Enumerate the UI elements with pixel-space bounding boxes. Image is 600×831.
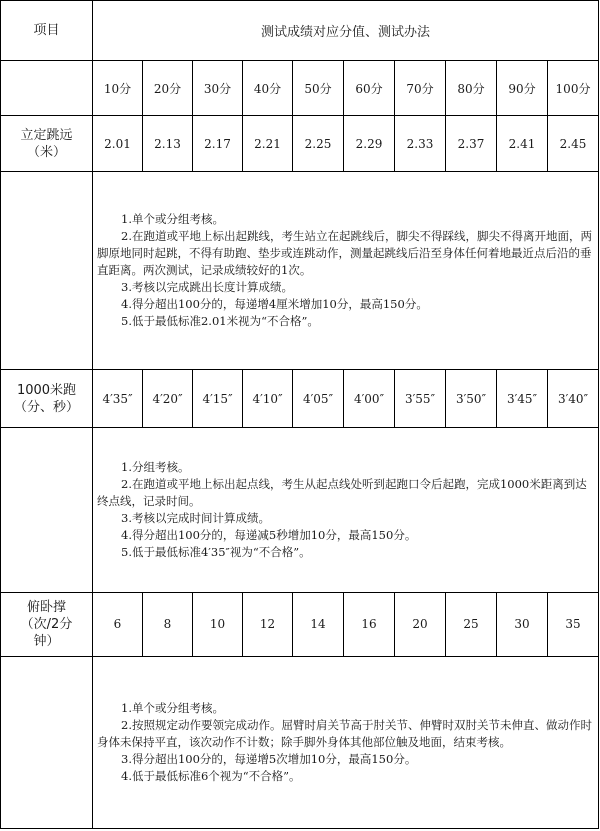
score-header-row bbox=[1, 61, 599, 116]
score-header: 100分 bbox=[548, 61, 599, 116]
long-jump-rules bbox=[93, 172, 599, 370]
table-cell: 2.33 bbox=[395, 116, 446, 172]
table-cell: 2.17 bbox=[193, 116, 243, 172]
score-header: 20分 bbox=[143, 61, 193, 116]
table-cell: 35 bbox=[548, 592, 599, 656]
table-cell: 6 bbox=[93, 592, 143, 656]
rule-line: 5.低于最低标准2.01米视为“不合格”。 bbox=[121, 314, 319, 329]
label-line: 钟） bbox=[33, 633, 60, 649]
label-line: 1000米跑 bbox=[16, 382, 77, 398]
score-header: 30分 bbox=[193, 61, 243, 116]
table-cell: 12 bbox=[243, 592, 293, 656]
rule-line: 2.在跑道或平地上标出起跳线，考生站立在起跳线后，脚尖不得踩线，脚尖不得离开地面，两脚原地同时起跳，不得有助跑、垫步或连跳动作，测量起跳线后沿至身体任何着地最近点后沿的垂直距离。两次测试，记录成绩较好的1次。 bbox=[97, 229, 592, 278]
run-1000-rules-row bbox=[1, 428, 599, 592]
table-cell: 4′35″ bbox=[93, 370, 143, 428]
score-header: 90分 bbox=[497, 61, 548, 116]
table-cell: 2.13 bbox=[143, 116, 193, 172]
label-line: 俯卧撑 bbox=[26, 599, 66, 615]
score-header: 40分 bbox=[243, 61, 293, 116]
rule-line: 1.单个或分组考核。 bbox=[121, 700, 224, 715]
table-cell: 2.45 bbox=[548, 116, 599, 172]
table-cell: 10 bbox=[193, 592, 243, 656]
rule-line: 4.得分超出100分的，每递增4厘米增加10分，最高150分。 bbox=[121, 297, 428, 312]
table-cell: 25 bbox=[446, 592, 497, 656]
rule-line: 4.低于最低标准6个视为“不合格”。 bbox=[121, 768, 301, 783]
table-cell: 30 bbox=[497, 592, 548, 656]
pushup-rules-row bbox=[1, 656, 599, 828]
pushup-label bbox=[1, 592, 93, 656]
rule-line: 5.低于最低标准4′35″视为“不合格”。 bbox=[121, 545, 311, 560]
score-header-blank bbox=[1, 61, 93, 116]
table-cell: 2.29 bbox=[344, 116, 395, 172]
table-cell: 2.21 bbox=[243, 116, 293, 172]
table-cell: 2.01 bbox=[93, 116, 143, 172]
rules-blank bbox=[1, 172, 93, 370]
label-line: （分、秒） bbox=[13, 399, 79, 415]
run-1000-row bbox=[1, 370, 599, 428]
rule-line: 4.得分超出100分的，每递减5秒增加10分，最高150分。 bbox=[121, 528, 417, 543]
table-cell: 3′45″ bbox=[497, 370, 548, 428]
score-header: 80分 bbox=[446, 61, 497, 116]
score-header: 60分 bbox=[344, 61, 395, 116]
rule-line: 2.按照规定动作要领完成动作。屈臂时肩关节高于肘关节、伸臂时双肘关节未伸直、做动作时身体未保持平直，该次动作不计数；除手脚外身体其他部位触及地面，结束考核。 bbox=[97, 717, 592, 749]
header-row bbox=[1, 1, 599, 61]
pushup-rules bbox=[93, 656, 599, 828]
rules-blank bbox=[1, 656, 93, 828]
table-cell: 4′15″ bbox=[193, 370, 243, 428]
score-header: 10分 bbox=[93, 61, 143, 116]
table-cell: 4′10″ bbox=[243, 370, 293, 428]
table-cell: 3′50″ bbox=[446, 370, 497, 428]
item-header: 项目 bbox=[1, 1, 93, 61]
long-jump-label bbox=[1, 116, 93, 172]
rule-line: 1.单个或分组考核。 bbox=[121, 212, 224, 227]
rule-line: 3.考核以完成时间计算成绩。 bbox=[121, 511, 270, 526]
table-cell: 3′55″ bbox=[395, 370, 446, 428]
run-1000-rules bbox=[93, 428, 599, 592]
table-cell: 4′00″ bbox=[344, 370, 395, 428]
label-line: （次/2分 bbox=[20, 616, 73, 632]
rule-line: 1.分组考核。 bbox=[121, 460, 190, 475]
label-line: （米） bbox=[26, 144, 66, 160]
table-cell: 14 bbox=[293, 592, 344, 656]
table-cell: 2.25 bbox=[293, 116, 344, 172]
table-cell: 4′20″ bbox=[143, 370, 193, 428]
label-line: 立定跳远 bbox=[20, 127, 73, 143]
rule-line: 3.考核以完成跳出长度计算成绩。 bbox=[121, 280, 293, 295]
table-cell: 8 bbox=[143, 592, 193, 656]
long-jump-row bbox=[1, 116, 599, 172]
run-1000-label bbox=[1, 370, 93, 428]
table-cell: 2.37 bbox=[446, 116, 497, 172]
rule-line: 3.得分超出100分的，每递增5次增加10分，最高150分。 bbox=[121, 751, 417, 766]
table-cell: 2.41 bbox=[497, 116, 548, 172]
table-title: 测试成绩对应分值、测试办法 bbox=[93, 1, 599, 61]
pushup-row bbox=[1, 592, 599, 656]
rules-blank bbox=[1, 428, 93, 592]
long-jump-rules-row bbox=[1, 172, 599, 370]
score-header: 50分 bbox=[293, 61, 344, 116]
table-cell: 16 bbox=[344, 592, 395, 656]
table-cell: 4′05″ bbox=[293, 370, 344, 428]
table-cell: 3′40″ bbox=[548, 370, 599, 428]
rule-line: 2.在跑道或平地上标出起点线，考生从起点线处听到起跑口令后起跑，完成1000米距离到达终点线，记录时间。 bbox=[97, 477, 587, 509]
table-cell: 20 bbox=[395, 592, 446, 656]
score-header: 70分 bbox=[395, 61, 446, 116]
